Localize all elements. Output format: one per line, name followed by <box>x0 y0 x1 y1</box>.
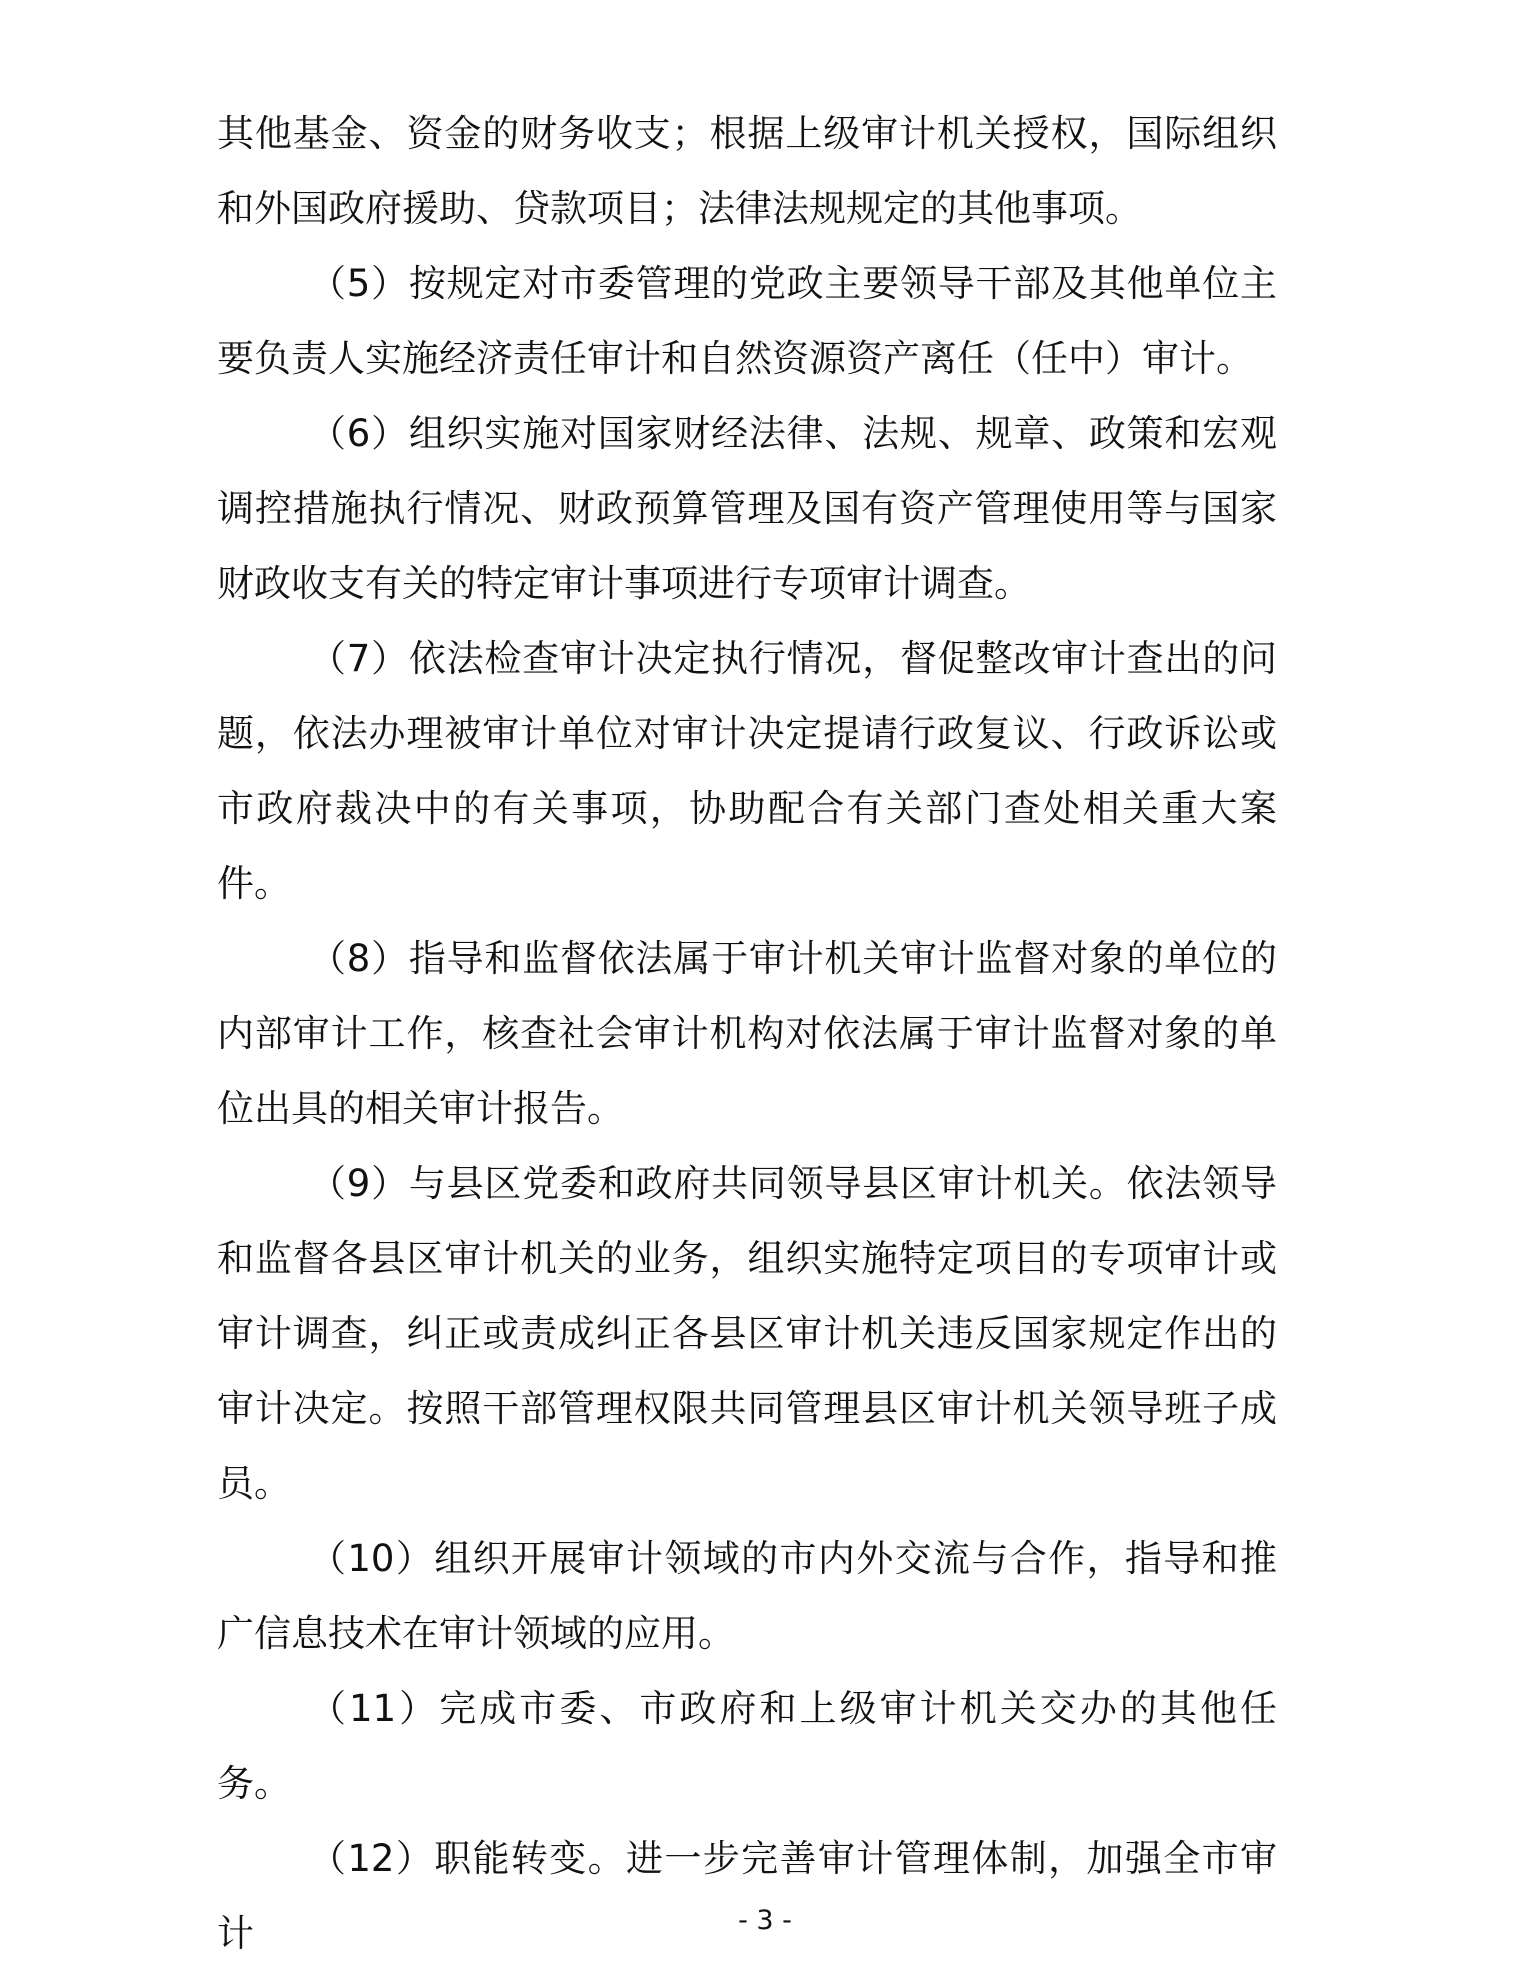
paragraph-item-8: （8）指导和监督依法属于审计机关审计监督对象的单位的内部审计工作，核查社会审计机构对依法属于审计监督对象的单位出具的相关审计报告。 <box>217 937 1277 1130</box>
paragraph-continuation: 其他基金、资金的财务收支；根据上级审计机关授权，国际组织和外国政府援助、贷款项目；法律法规规定的其他事项。 <box>217 112 1277 230</box>
paragraph-item-5: （5）按规定对市委管理的党政主要领导干部及其他单位主要负责人实施经济责任审计和自然资源资产离任（任中）审计。 <box>217 262 1277 380</box>
page-number: - 3 - <box>738 1905 792 1936</box>
paragraph-item-7: （7）依法检查审计决定执行情况，督促整改审计查出的问题，依法办理被审计单位对审计决定提请行政复议、行政诉讼或市政府裁决中的有关事项，协助配合有关部门查处相关重大案件。 <box>217 637 1277 905</box>
paragraph-item-10: （10）组织开展审计领域的市内外交流与合作，指导和推广信息技术在审计领域的应用。 <box>217 1537 1277 1655</box>
document-body <box>217 96 1277 1971</box>
paragraph-item-11: （11）完成市委、市政府和上级审计机关交办的其他任务。 <box>217 1687 1277 1805</box>
paragraph-item-6: （6）组织实施对国家财经法律、法规、规章、政策和宏观调控措施执行情况、财政预算管理及国有资产管理使用等与国家财政收支有关的特定审计事项进行专项审计调查。 <box>217 412 1277 605</box>
paragraph-item-9: （9）与县区党委和政府共同领导县区审计机关。依法领导和监督各县区审计机关的业务，组织实施特定项目的专项审计或审计调查，纠正或责成纠正各县区审计机关违反国家规定作出的审计决定。按照干部管理权限共同管理县区审计机关领导班子成员。 <box>217 1162 1277 1505</box>
paragraph-item-12: （12）职能转变。进一步完善审计管理体制，加强全市审计 <box>217 1837 1277 1955</box>
